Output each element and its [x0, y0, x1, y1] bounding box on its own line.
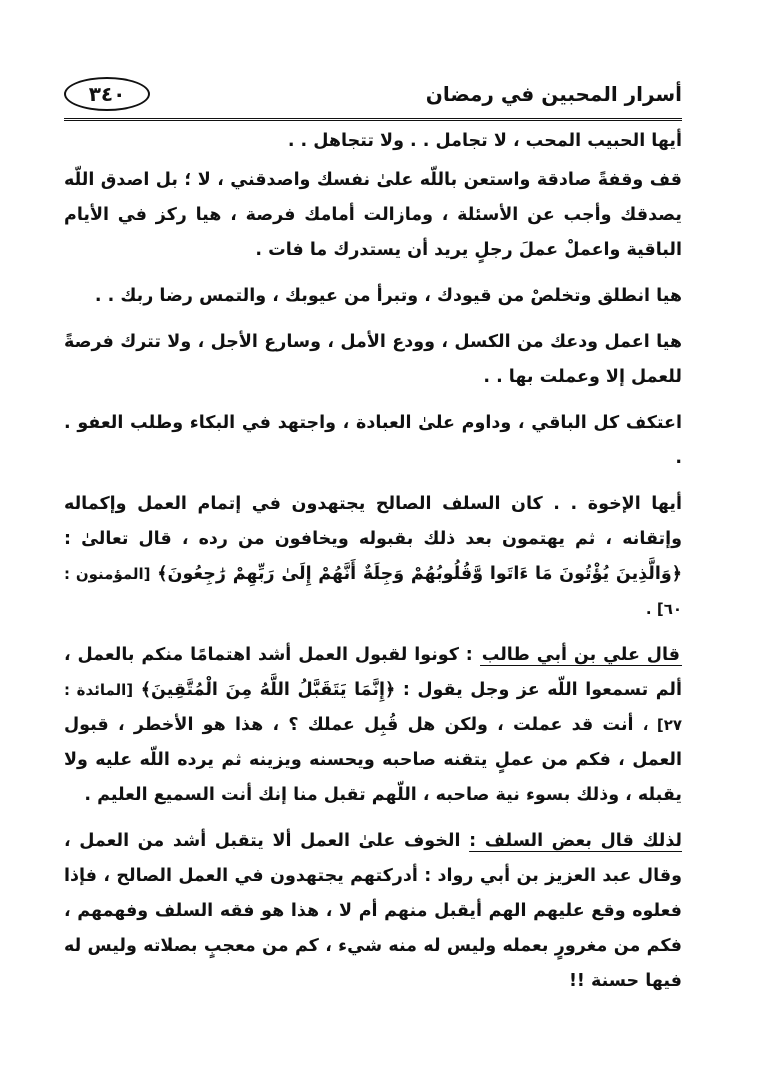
paragraph-7 [64, 638, 682, 813]
quran-verse: ﴿وَالَّذِينَ يُؤْتُونَ مَا ءَاتَوا وَّقُلُوبُهُمْ وَجِلَةٌ أَنَّهُمْ إِلَىٰ رَبِّهِمْ رَٰجِعُونَ﴾ [157, 564, 682, 584]
paragraph-6-text: أيها الإخوة . . كان السلف الصالح يجتهدون في إتمام العمل وإكماله وإتقانه ، ثم يهتمون بعد ذلك بقبوله ويخافون من رده ، قال تعالىٰ : [64, 494, 682, 549]
paragraph-6 [64, 487, 682, 627]
verse-reference: [المائدة : ٢٧] ، [64, 681, 682, 734]
page-number: ٣٤٠ [64, 77, 150, 111]
paragraph-7-text: : كونوا لقبول العمل أشد اهتمامًا منكم بالعمل ، ألم تسمعوا اللّه عز وجل يقول : [64, 645, 683, 700]
paragraph-8-text: الخوف علىٰ العمل ألا يتقبل أشد من العمل ، وقال عبد العزيز بن أبي رواد : أدركتهم يجتهدون في العمل الصالح ، فإذا فعلوه وقع عليهم الهم أيقبل منهم أم لا ، هذا هو فقه السلف وفهمهم ، فكم من مغرورٍ بعمله وليس له منه شيء ، كم من معجبٍ بصلاته وليس له فيها حسنة !! [64, 831, 682, 991]
page-header [64, 70, 682, 118]
paragraph-1: أيها الحبيب المحب ، لا تجامل . . ولا تتجاهل . . [287, 131, 682, 151]
paragraph-8 [64, 824, 682, 999]
verse-reference: [المؤمنون : ٦٠] . [64, 565, 682, 618]
running-title: أسرار المحبين في رمضان [425, 82, 682, 106]
paragraph-2: قف وقفةً صادقة واستعن باللّه علىٰ نفسك واصدقني ، لا ؛ بل اصدق اللّه يصدقك وأجب عن الأسئلة ، ومازالت أمامك فرصة ، هيا ركز في الأيام الباقية واعملْ عملَ رجلٍ يريد أن يستدرك ما فات . [64, 170, 682, 260]
quran-verse: ﴿إِنَّمَا يَتَقَبَّلُ اللَّهُ مِنَ الْمُتَّقِينَ﴾ [140, 680, 396, 700]
header-rule [64, 118, 682, 121]
paragraph-4: هيا اعمل ودعك من الكسل ، وودع الأمل ، وسارع الأجل ، ولا تترك فرصةً للعمل إلا وعملت بها . . [64, 332, 682, 387]
speaker-label: لذلك قال بعض السلف : [469, 831, 682, 851]
speaker-label: قال علي بن أبي طالب [481, 645, 681, 665]
page-body [64, 124, 682, 1010]
paragraph-3: هيا انطلق وتخلصْ من قيودك ، وتبرأ من عيوبك ، والتمس رضا ربك . . [94, 286, 682, 306]
paragraph-7-continuation: أنت قد عملت ، ولكن هل قُبِل عملك ؟ ، هذا هو الأخطر ، قبول العمل ، فكم من عملٍ يتقنه صاحبه ويحسنه ويزينه ثم يرده اللّه عليه ولا يقبله ، وذلك بسوء نية صاحبه ، اللّهم تقبل منا إنك أنت السميع العليم . [64, 715, 682, 805]
paragraph-5: اعتكف كل الباقي ، وداوم علىٰ العبادة ، واجتهد في البكاء وطلب العفو . . [64, 413, 682, 468]
